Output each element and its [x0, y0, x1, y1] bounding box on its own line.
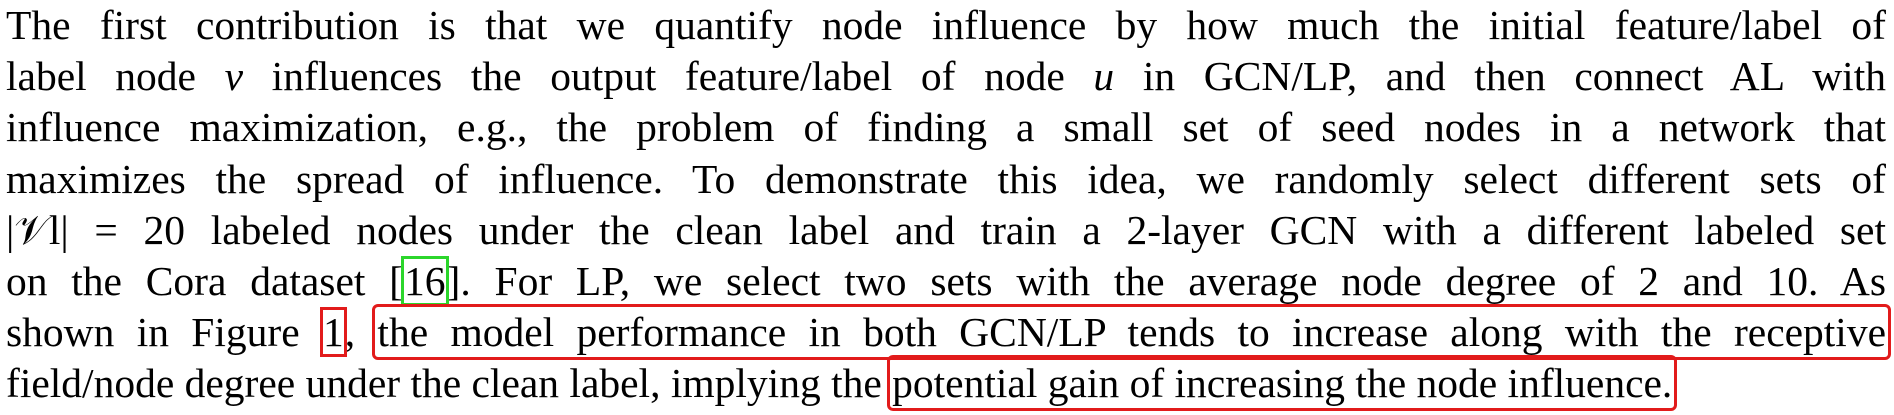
- line-2-text-a: label node: [6, 53, 225, 100]
- text-line-3: [6, 102, 1886, 153]
- math-variable-u: u: [1093, 53, 1115, 100]
- line-2-text-c: in GCN/LP, and then connect AL with: [1114, 53, 1886, 100]
- text-line-7: [6, 307, 1886, 358]
- highlight-box-2: potential gain of increasing the node influence.: [892, 360, 1673, 407]
- paragraph: [6, 0, 1886, 410]
- math-variable-v: v: [224, 53, 244, 100]
- line-7-comma: ,: [344, 309, 378, 356]
- figure-ref-link-1[interactable]: 1: [322, 309, 344, 356]
- math-labeled-set-size: |𝒱l| = 20: [6, 206, 186, 253]
- highlight-box-1: the model performance in both GCN/LP tends to increase along with the receptive: [377, 309, 1887, 356]
- text-line-1: [6, 0, 1886, 51]
- line-4-text: maximizes the spread of influence. To demonstrate this idea, we randomly select different sets of: [6, 155, 1886, 202]
- text-line-8: [6, 358, 1886, 409]
- line-3-text: influence maximization, e.g., the problem of finding a small set of seed nodes in a network that: [6, 104, 1886, 151]
- text-line-6: [6, 256, 1886, 307]
- citation-link-16[interactable]: 16: [404, 257, 446, 304]
- line-8-text-a: field/node degree under the clean label, implying the: [6, 360, 893, 407]
- text-line-5: [6, 205, 1886, 256]
- line-7-text-a: shown in Figure: [6, 309, 322, 356]
- text-line-2: [6, 51, 1886, 102]
- text-line-4: [6, 154, 1886, 205]
- line-1-text: The first contribution is that we quantify node influence by how much the initial feature/label of: [6, 2, 1886, 48]
- line-6-text-b: ]. For LP, we select two sets with the average node degree of 2 and 10. As: [446, 257, 1886, 304]
- line-6-text-a: on the Cora dataset [: [6, 257, 404, 304]
- line-5-text: labeled nodes under the clean label and train a 2-layer GCN with a different labeled set: [185, 206, 1887, 253]
- line-2-text-b: influences the output feature/label of node: [243, 53, 1094, 100]
